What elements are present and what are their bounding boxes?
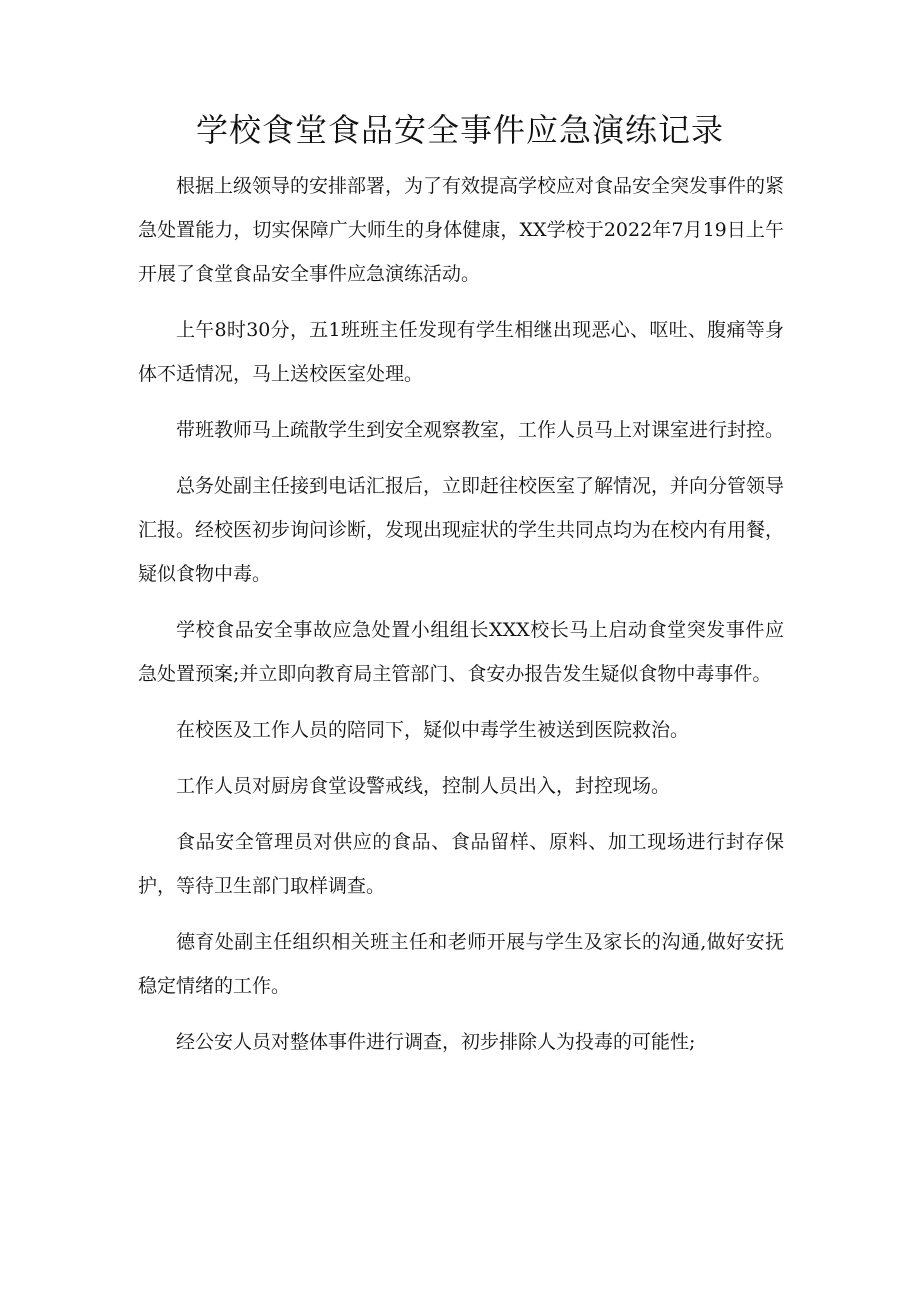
- paragraph-sealing: 食品安全管理员对供应的食品、食品留样、原料、加工现场进行封存保护，等待卫生部门取样调查。: [138, 831, 784, 897]
- paragraph-investigation: 经公安人员对整体事件进行调查，初步排除人为投毒的可能性;: [176, 1031, 696, 1053]
- paragraph-hospital: 在校医及工作人员的陪同下，疑似中毒学生被送到医院救治。: [176, 719, 690, 741]
- document-body: [138, 164, 784, 1076]
- paragraph-report: 总务处副主任接到电话汇报后，立即赶往校医室了解情况，并向分管领导汇报。经校医初步询问诊断，发现出现症状的学生共同点均为在校内有用餐，疑似食物中毒。: [138, 475, 785, 585]
- paragraph-discovery: 上午8时30分，五1班班主任发现有学生相继出现恶心、呕吐、腹痛等身体不适情况，马上送校医室处理。: [138, 319, 784, 385]
- paragraph-cordon: 工作人员对厨房食堂设警戒线，控制人员出入，封控现场。: [176, 775, 671, 797]
- document-title: 学校食堂食品安全事件应急演练记录: [195, 111, 724, 149]
- paragraph-communication: 德育处副主任组织相关班主任和老师开展与学生及家长的沟通,做好安抚稳定情绪的工作。: [138, 931, 784, 997]
- paragraph-evacuation: 带班教师马上疏散学生到安全观察教室，工作人员马上对课室进行封控。: [176, 419, 785, 441]
- paragraph-emergency-plan: 学校食品安全事故应急处置小组组长XXX校长马上启动食堂突发事件应急处置预案;并立即向教育局主管部门、食安办报告发生疑似食物中毒事件。: [138, 619, 784, 685]
- paragraph-intro: 根据上级领导的安排部署，为了有效提高学校应对食品安全突发事件的紧急处置能力，切实保障广大师生的身体健康，XX学校于2022年7月19日上午开展了食堂食品安全事件应急演练活动。: [138, 175, 785, 285]
